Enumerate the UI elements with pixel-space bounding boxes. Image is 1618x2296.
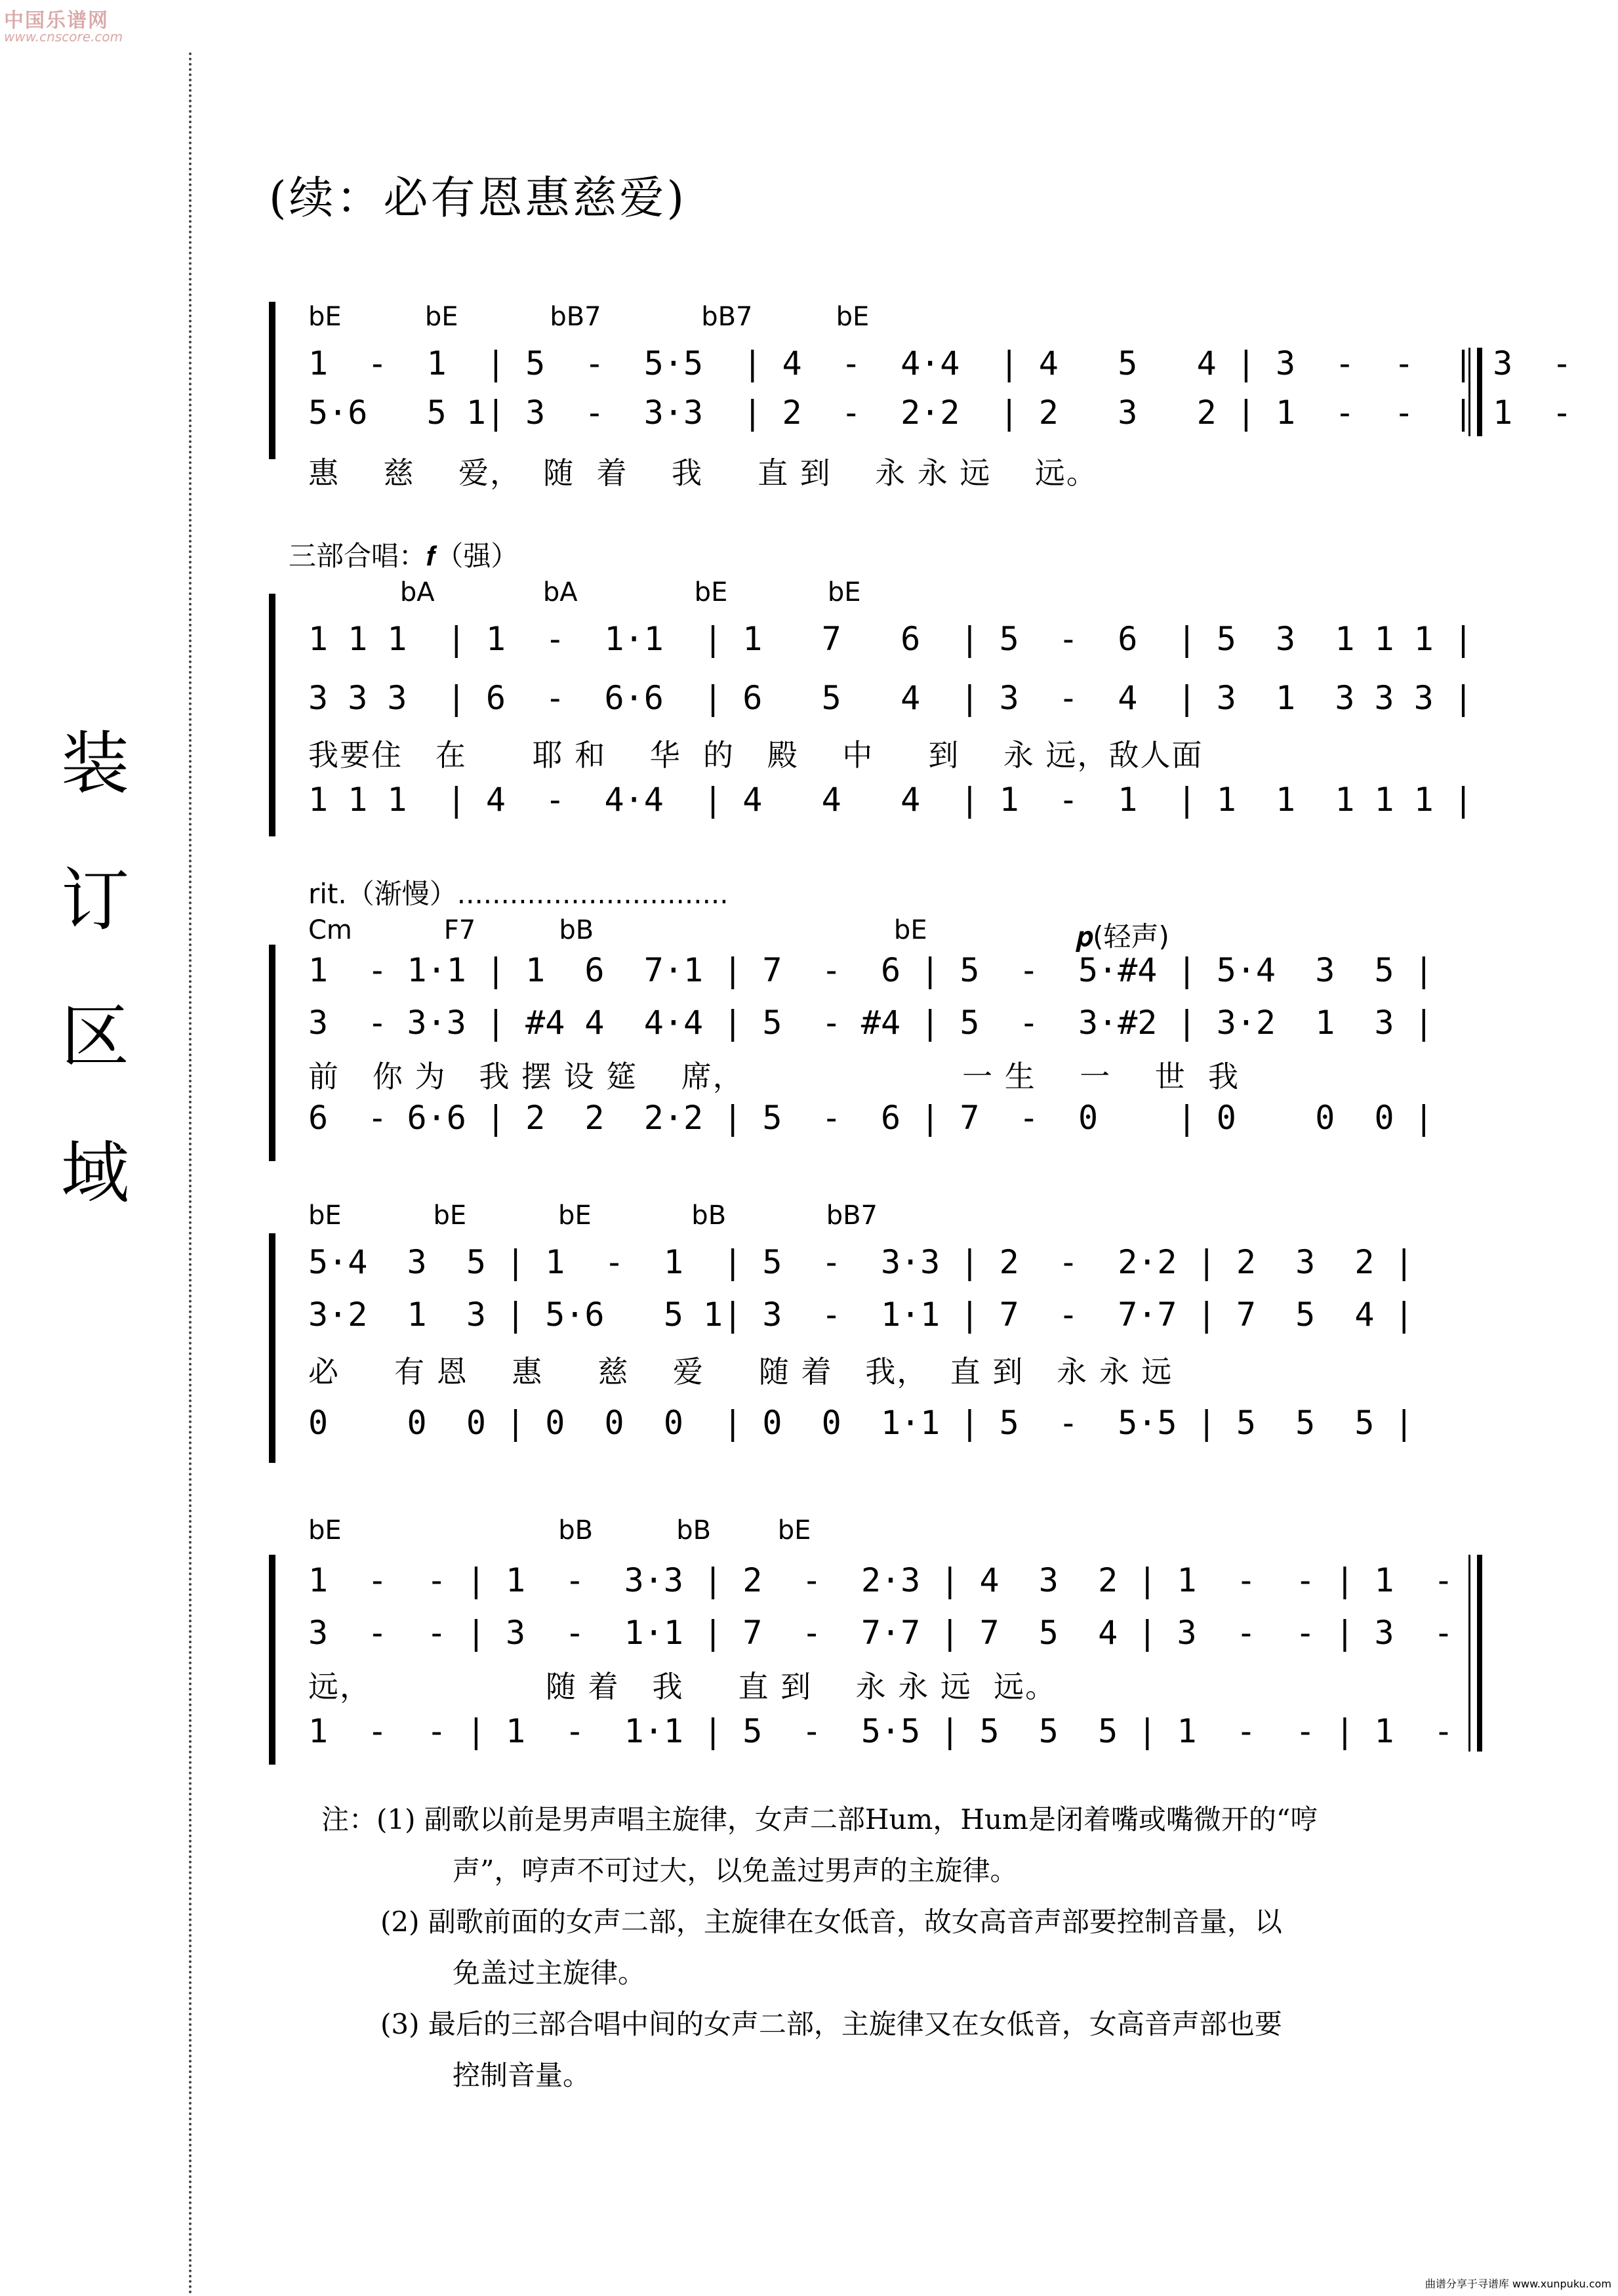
binding-dotted-line (189, 52, 192, 2296)
binding-area-label (52, 695, 138, 1241)
binding-char: 订 (60, 860, 129, 940)
final-barline (1468, 1555, 1482, 1752)
note-1-line-2: 声”，哼声不可过大，以免盖过男声的主旋律。 (453, 1855, 1018, 1887)
chord-symbols: bE bE bE bB bB7 (308, 1200, 878, 1231)
score-system-3 (269, 872, 1482, 1161)
soprano-line: 5·4 3 5 | 1 - 1 | 5 - 3·3 | 2 - 2·2 | 2 3 2 | (308, 1243, 1414, 1281)
bass-line: 1 - - | 1 - 1·1 | 5 - 5·5 | 5 5 5 | 1 - - | 1 - (308, 1712, 1453, 1750)
system-brace (269, 302, 291, 459)
binding-char: 装 (60, 724, 129, 804)
system-brace (269, 1233, 291, 1463)
chord-symbols: Cm F7 bB bE (308, 915, 927, 945)
chord-symbols: bE bB bB bE (308, 1515, 811, 1546)
lyrics: 前 你 为 我 摆 设 筵 席， 一 生 一 世 我 (308, 1059, 1240, 1094)
tempo-marking: rit.（渐慢）............................... (308, 878, 729, 910)
page-title: (续：必有恩惠慈爱) (269, 173, 687, 224)
lyrics: 惠 慈 爱， 随 着 我 直 到 永 永 远 远。 (308, 455, 1098, 491)
note-2-line-2: 免盖过主旋律。 (453, 1957, 646, 1989)
alto-line: 3·2 1 3 | 5·6 5 1| 3 - 1·1 | 7 - 7·7 | 7 5 4 | (308, 1296, 1414, 1334)
melody-line: 1 - 1 | 5 - 5·5 | 4 - 4·4 | 4 5 4 | 3 - - | 3 - (308, 344, 1572, 382)
final-barline (1468, 348, 1482, 436)
binding-char: 域 (60, 1133, 129, 1213)
watermark-site: www.cnscore.com (4, 29, 123, 45)
soprano-line: 1 1 1 | 1 - 1·1 | 1 7 6 | 5 - 6 | 5 3 1 1 1 | (308, 620, 1474, 658)
system-brace (269, 594, 291, 836)
score-system-4 (269, 1200, 1482, 1463)
dynamic-marking: 𝒑(轻声) (1076, 920, 1169, 953)
lyrics: 必 有 恩 惠 慈 爱 随 着 我， 直 到 永 永 远 (308, 1354, 1173, 1389)
score-system-2 (269, 535, 1482, 836)
system-brace (269, 945, 291, 1161)
binding-char: 区 (60, 996, 129, 1076)
alto-line: 3 - 3·3 | #4 4 4·4 | 5 - #4 | 5 - 3·#2 | 3·2 1 3 | (308, 1004, 1434, 1042)
score-system-1 (269, 302, 1572, 491)
system-brace (269, 1555, 291, 1765)
alto-line: 3 3 3 | 6 - 6·6 | 6 5 4 | 3 - 4 | 3 1 3 3 3 | (308, 679, 1474, 717)
note-3-line-1: (3) 最后的三部合唱中间的女声二部，主旋律又在女低音，女高音声部也要 (380, 2008, 1282, 2040)
lyrics: 远， 随 着 我 直 到 永 永 远 远。 (308, 1669, 1057, 1704)
note-3-line-2: 控制音量。 (453, 2059, 591, 2091)
bass-line: 1 1 1 | 4 - 4·4 | 4 4 4 | 1 - 1 | 1 1 1 1 1 | (308, 781, 1474, 819)
harmony-line: 5·6 5 1| 3 - 3·3 | 2 - 2·2 | 2 3 2 | 1 - - | 1 - (308, 394, 1572, 432)
alto-line: 3 - - | 3 - 1·1 | 7 - 7·7 | 7 5 4 | 3 - - | 3 - (308, 1614, 1453, 1652)
lyrics: 我要住 在 耶 和 华 的 殿 中 到 永 远，敌人面 (308, 737, 1203, 773)
soprano-line: 1 - 1·1 | 1 6 7·1 | 7 - 6 | 5 - 5·#4 | 5·4 3 5 | (308, 951, 1434, 989)
chord-symbols: bA bA bE bE (308, 577, 861, 607)
notes-section (321, 1797, 1502, 2104)
footer-source: 曲谱分享于寻谱库 www.xunpuku.com (1425, 2278, 1611, 2290)
chord-symbols: bE bE bB7 bB7 bE (308, 302, 870, 332)
bass-line: 0 0 0 | 0 0 0 | 0 0 1·1 | 5 - 5·5 | 5 5 5 | (308, 1404, 1414, 1442)
soprano-line: 1 - - | 1 - 3·3 | 2 - 2·3 | 4 3 2 | 1 - - | 1 - (308, 1561, 1453, 1599)
note-1-line-1: 注：(1) 副歌以前是男声唱主旋律，女声二部Hum，Hum是闭着嘴或嘴微开的“哼 (321, 1803, 1318, 1835)
watermark-brand: 中国乐谱网 (4, 9, 109, 32)
section-header: 三部合唱：𝒇（强） (289, 540, 519, 572)
note-2-line-1: (2) 副歌前面的女声二部，主旋律在女低音，故女高音声部要控制音量，以 (380, 1906, 1282, 1938)
score-system-5 (269, 1515, 1482, 1765)
bass-line: 6 - 6·6 | 2 2 2·2 | 5 - 6 | 7 - 0 | 0 0 0 | (308, 1099, 1434, 1137)
